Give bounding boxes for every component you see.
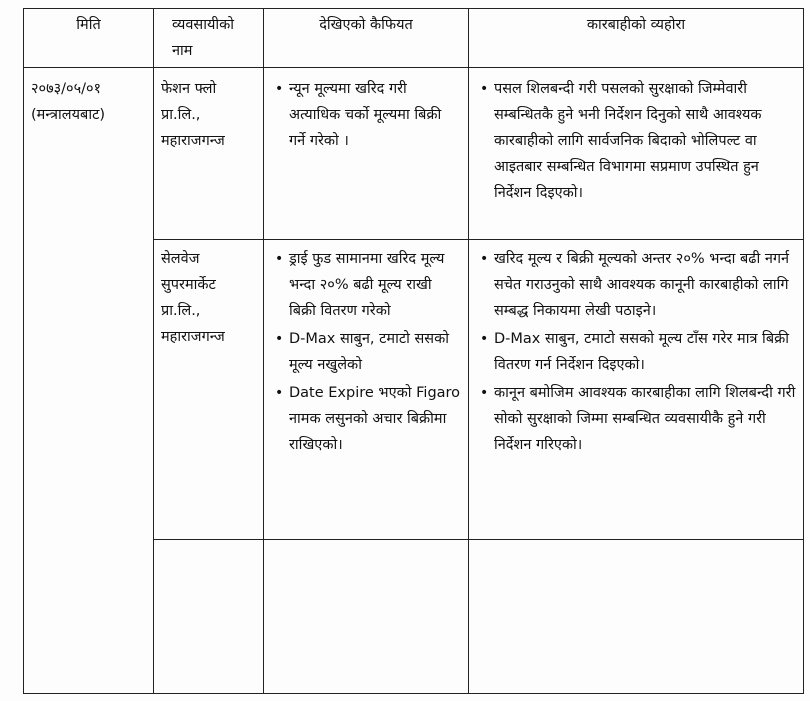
header-row [24, 9, 804, 68]
actions-cell [469, 240, 804, 540]
header-business-name: व्यवसायीको नाम [154, 9, 264, 68]
empty-cell [469, 540, 804, 694]
date-source: (मन्त्रालयबाट) [31, 107, 106, 123]
header-findings: देखिएको कैफियत [264, 9, 469, 68]
business-name-cell: फेशन फ्लो प्रा.लि., महाराजगन्ज [154, 68, 264, 240]
list-item: • ड्राई फुड सामानमा खरिद मूल्य भन्दा २०% बढी मूल्य राखी बिक्री वितरण गरेको [289, 246, 461, 324]
empty-cell [264, 540, 469, 694]
bullet-icon: • [480, 251, 489, 267]
list-item: • कानून बमोजिम आवश्यक कारबाहीका लागि शिलबन्दी गरी सोको सुरक्षाको जिम्मा सम्बन्धित व्यवसायीकै हुने गरी निर्देशन गरिएको। [494, 380, 796, 458]
bullet-icon: • [275, 385, 284, 401]
actions-cell [469, 68, 804, 240]
header-date: मिति [24, 9, 154, 68]
bullet-icon: • [275, 251, 284, 267]
list-item: • न्यून मूल्यमा खरिद गरी अत्याधिक चर्को मूल्यमा बिक्री गर्ने गरेको । [289, 76, 461, 154]
list-item: • पसल शिलबन्दी गरी पसलको सुरक्षाको जिम्मेवारी सम्बन्धितकै हुने भनी निर्देशन दिनुको साथै आवश्यक कारबाहीको लागि सार्वजनिक बिदाको भोलिपल्ट वा आइतबार सम्बन्धित विभागमा सप्रमाण उपस्थित हुन निर्देशन दिइएको। [494, 76, 796, 206]
bullet-icon: • [480, 81, 489, 97]
table-row [24, 68, 804, 240]
date-value: २०७३/०५/०१ [31, 81, 102, 97]
findings-cell [264, 240, 469, 540]
bullet-icon: • [275, 331, 284, 347]
list-item: • D-Max साबुन, टमाटो ससको मूल्य टाँस गरेर मात्र बिक्री वितरण गर्न निर्देशन दिइएको। [494, 326, 796, 378]
bullet-icon: • [275, 81, 284, 97]
list-item: • Date Expire भएको Figaro नामक लसुनको अचार बिक्रीमा राखिएको। [289, 380, 461, 458]
date-cell [24, 68, 154, 694]
findings-cell [264, 68, 469, 240]
header-actions: कारबाहीको व्यहोरा [469, 9, 804, 68]
bullet-icon: • [480, 385, 489, 401]
empty-cell [154, 540, 264, 694]
inspection-table [23, 8, 804, 694]
business-name-cell: सेलवेज सुपरमार्केट प्रा.लि., महाराजगन्ज [154, 240, 264, 540]
list-item: • D-Max साबुन, टमाटो ससको मूल्य नखुलेको [289, 326, 461, 378]
bullet-icon: • [480, 331, 489, 347]
list-item: • खरिद मूल्य र बिक्री मूल्यको अन्तर २०% भन्दा बढी नगर्न सचेत गराउनुको साथै आवश्यक कानूनी कारबाहीको लागि सम्बद्ध निकायमा लेखी पठाइने। [494, 246, 796, 324]
